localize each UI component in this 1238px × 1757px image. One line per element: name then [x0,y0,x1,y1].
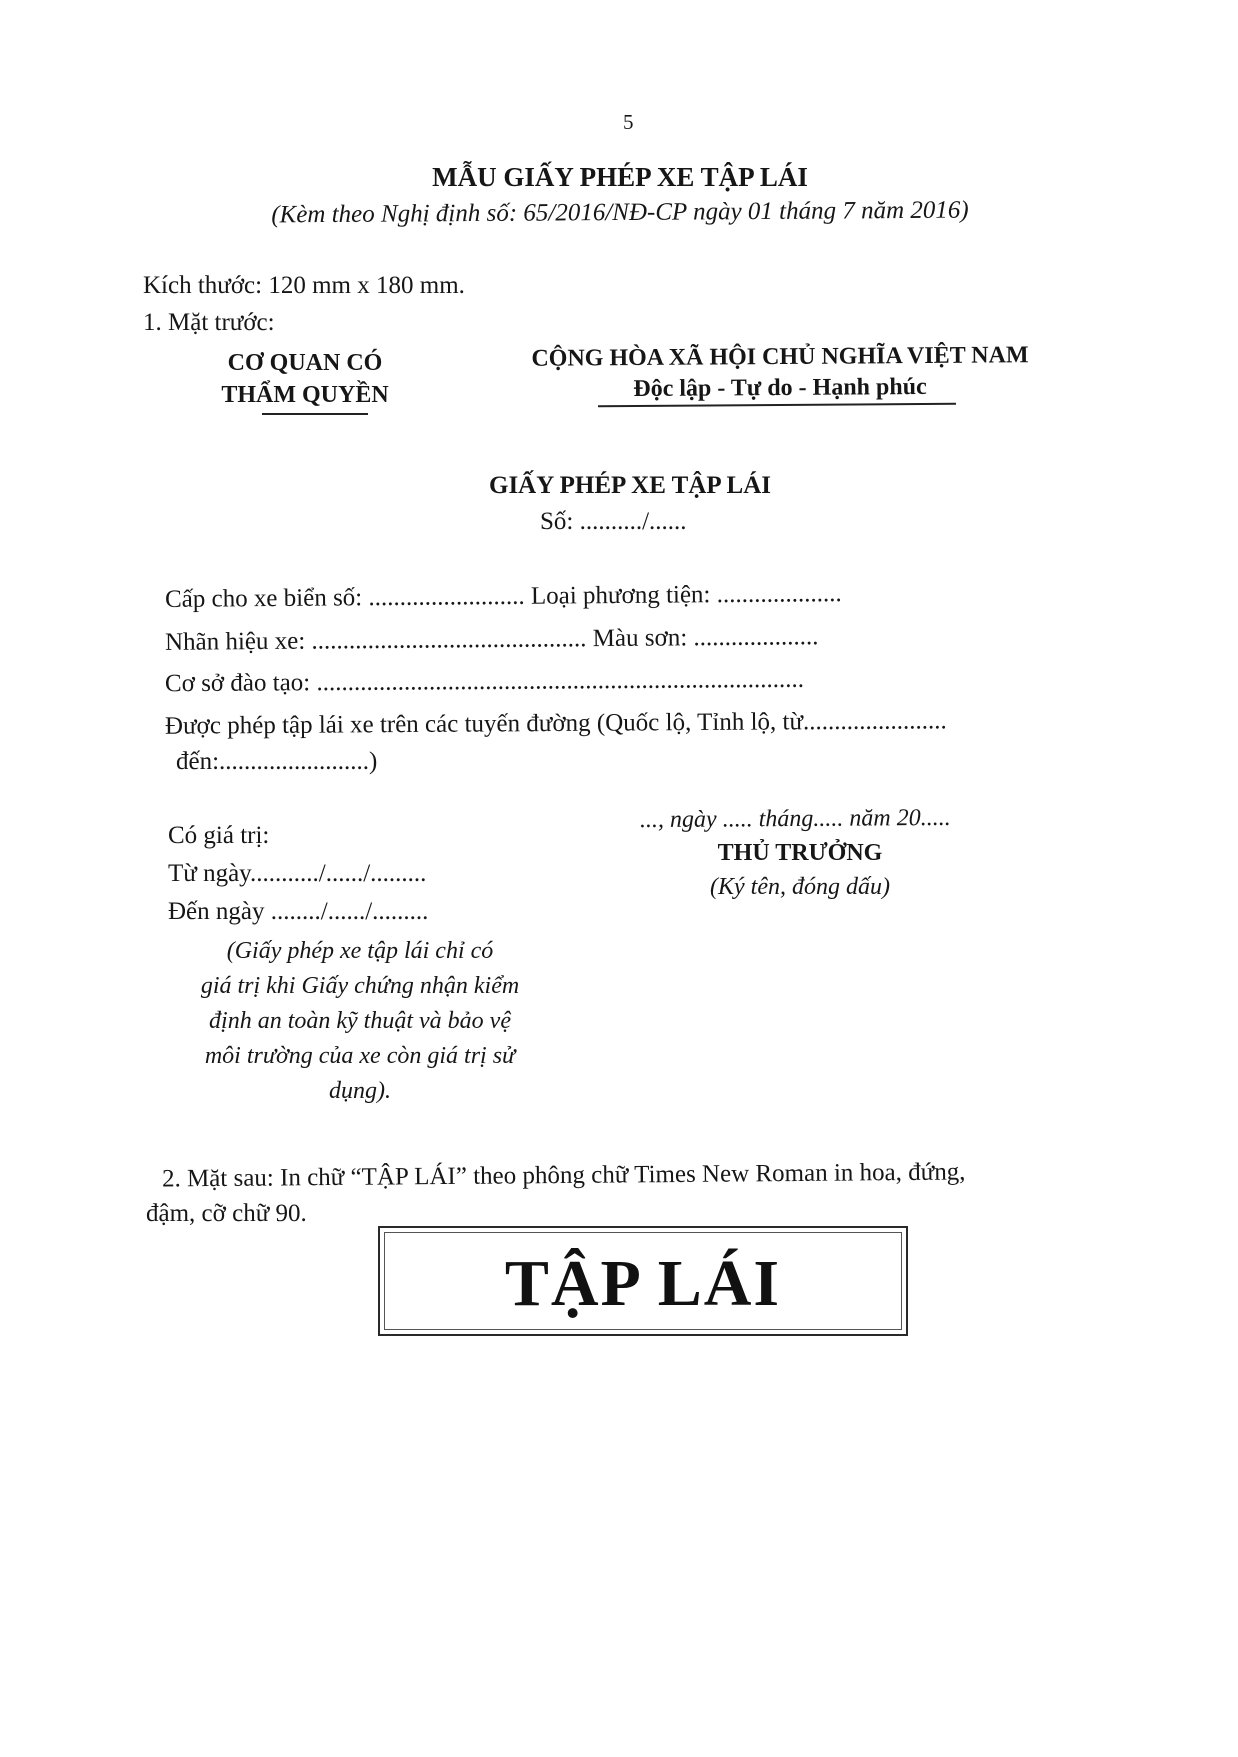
validity-note-5: dụng). [329,1078,391,1104]
validity-note-3: định an toàn kỹ thuật và bảo vệ [209,1008,511,1034]
validity-label: Có giá trị: [168,822,270,849]
permit-number: Số: ........../...... [540,508,687,535]
back-side-stamp-text: TẬP LÁI [504,1247,782,1320]
permit-title: GIẤY PHÉP XE TẬP LÁI [489,472,771,499]
field-plate-type: Cấp cho xe biển số: ......................... Loại phương tiện: .................... [164,580,842,613]
signature-date: ..., ngày ..... tháng..... năm 20..... [639,804,951,834]
validity-note-1: (Giấy phép xe tập lái chỉ có [226,938,494,964]
page-number: 5 [623,110,634,134]
back-side-stamp-box [378,1226,908,1336]
agency-line-1: CƠ QUAN CÓ [227,350,383,376]
national-title: CỘNG HÒA XÃ HỘI CHỦ NGHĨA VIỆT NAM [531,342,1029,372]
back-side-description-cont: đậm, cỡ chữ 90. [146,1200,307,1227]
signature-note: (Ký tên, đóng dấu) [710,874,890,900]
field-route-line-1: Được phép tập lái xe trên các tuyến đường (Quốc lộ, Tỉnh lộ, từ....................... [164,707,947,740]
back-side-description: 2. Mặt sau: In chữ “TẬP LÁI” theo phông chữ Times New Roman in hoa, đứng, [161,1158,966,1193]
validity-note-4: môi trường của xe còn giá trị sử [204,1043,516,1069]
agency-line-2: THẨM QUYỀN [221,382,389,408]
field-brand-color: Nhãn hiệu xe: ............................................ Màu sơn: .................... [164,623,819,656]
national-motto: Độc lập - Tự do - Hạnh phúc [633,373,927,403]
motto-underline [598,403,956,407]
size-line: Kích thước: 120 mm x 180 mm. [143,272,465,299]
document-title: MẪU GIẤY PHÉP XE TẬP LÁI [432,162,808,192]
field-training-school: Cơ sở đào tạo: .............................................................................. [164,665,805,698]
validity-to: Đến ngày ......../....../......... [168,898,429,925]
signature-title: THỦ TRƯỞNG [717,840,883,866]
document-subtitle: (Kèm theo Nghị định số: 65/2016/NĐ-CP ngày 01 tháng 7 năm 2016) [271,196,969,229]
front-side-label: 1. Mặt trước: [143,309,275,336]
field-route-line-2: đến:........................) [176,748,378,775]
validity-from: Từ ngày.........../....../......... [168,860,427,887]
agency-underline [262,413,368,415]
validity-note-2: giá trị khi Giấy chứng nhận kiểm [200,973,520,999]
